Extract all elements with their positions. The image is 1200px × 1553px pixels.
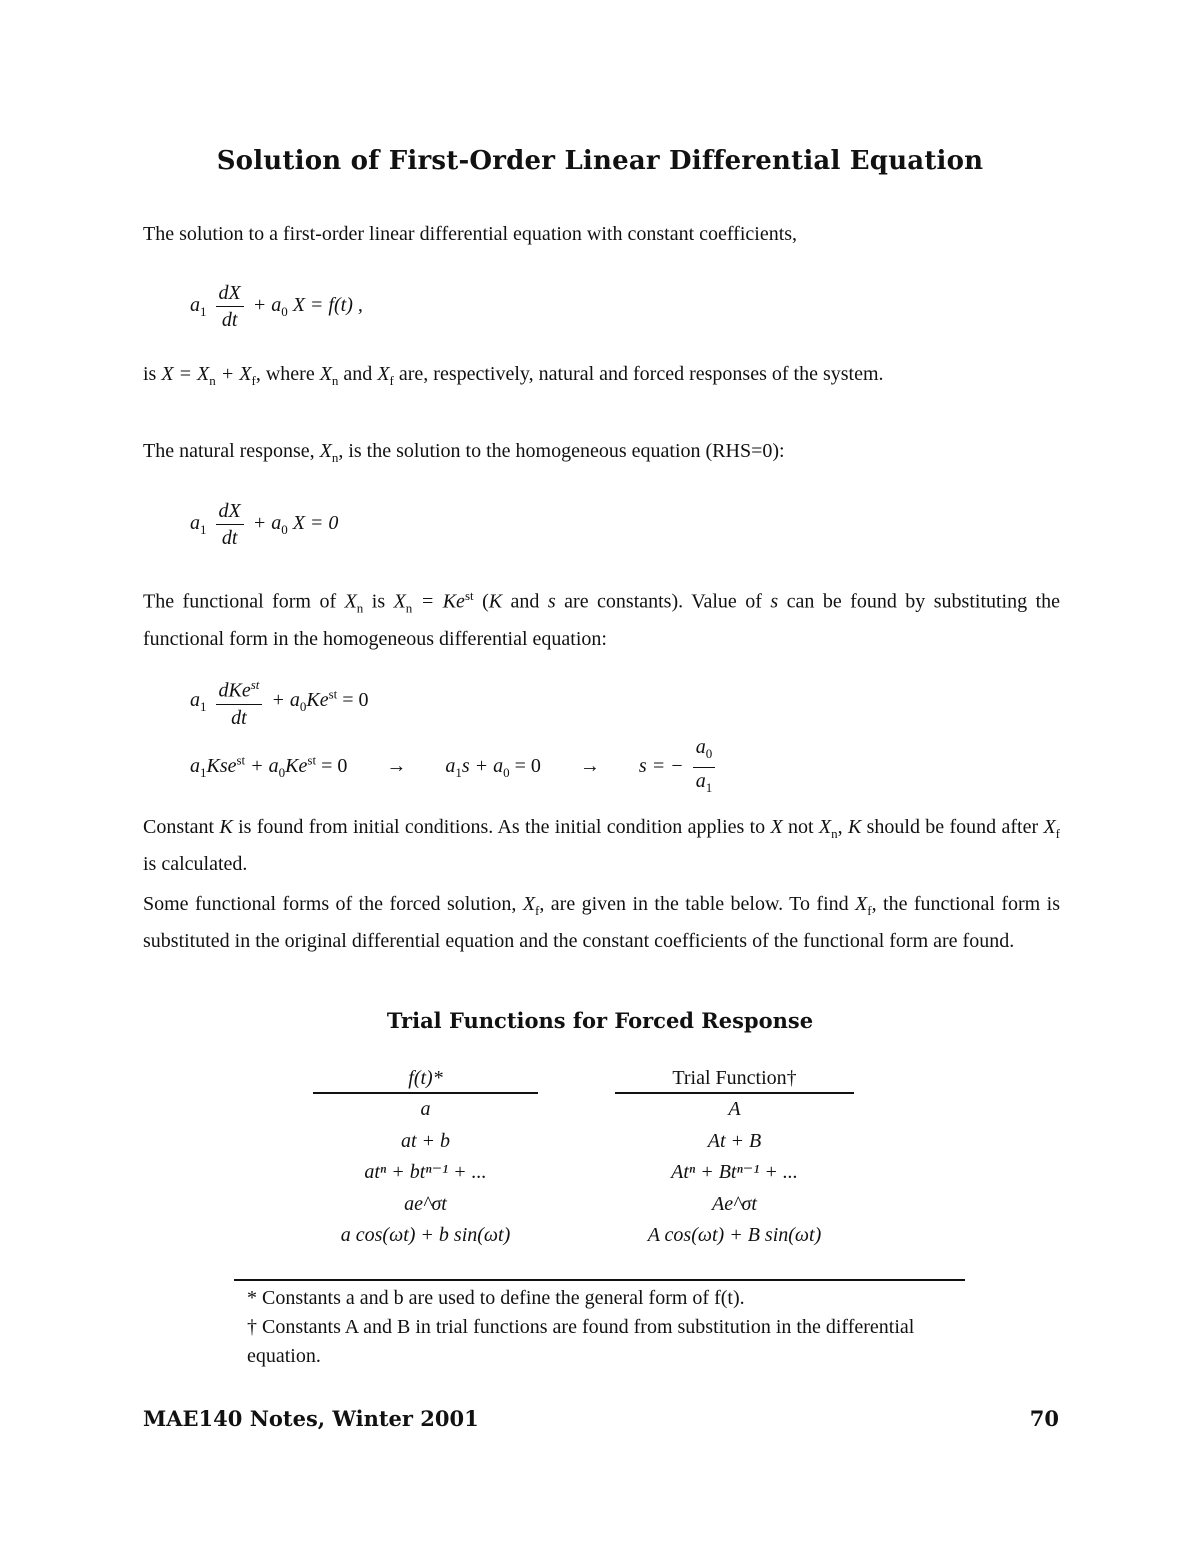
constant-k-paragraph: Constant K is found from initial conditions. As the initial condition applies to X not $X_n$, K should be found after $X_f$ is calculated. bbox=[143, 816, 1060, 875]
fraction-dx-dt: $\frac{dX}{dt}$ bbox=[216, 498, 244, 551]
solution-paragraph: is $X = X_n + X_f$, where $X_n$ and $X_f$ are, respectively, natural and forced responses of the system. bbox=[143, 363, 884, 388]
table-cell: Atⁿ + Btⁿ⁻¹ + ... bbox=[671, 1161, 798, 1183]
fraction-dkest-dt: $\frac{dKe^{st}}{dt}$ bbox=[216, 672, 263, 731]
fraction-dx-dt: $\frac{dX}{dt}$ bbox=[216, 280, 244, 333]
footer-course: MAE140 Notes, Winter 2001 bbox=[143, 1406, 479, 1431]
table-cell: Ae^σt bbox=[712, 1192, 757, 1215]
page-title: Solution of First-Order Linear Differential Equation bbox=[216, 146, 984, 176]
table-column-trial bbox=[615, 1064, 854, 1252]
equation-characteristic: $a_1Kse^{st} + a_0Ke^{st} = 0 \to a_1s + a_0 = 0 \to s$ = − $\frac{a_0}{a_1}$ bbox=[190, 734, 719, 801]
table-cell: A cos(ωt) + B sin(ωt) bbox=[647, 1224, 822, 1246]
table-cell: a bbox=[420, 1098, 431, 1120]
column-header-trial-function: Trial Function† bbox=[615, 1064, 854, 1094]
intro-paragraph: The solution to a first-order linear differential equation with constant coefficients, bbox=[143, 223, 798, 245]
footnote-dagger: † Constants A and B in trial functions are found from substitution in the differential equation. bbox=[247, 1316, 915, 1367]
arrow-icon: → bbox=[386, 755, 407, 778]
equation-homogeneous: $a_1$ $\frac{dX}{dt}$ + $a_0$ X = 0 bbox=[190, 500, 339, 549]
table-cell: at + b bbox=[400, 1129, 451, 1152]
table-cell: At + B bbox=[707, 1129, 762, 1152]
page-number: 70 bbox=[1029, 1406, 1059, 1431]
footnote-rule bbox=[234, 1279, 965, 1281]
table-cell: ae^σt bbox=[404, 1192, 447, 1215]
table-cell: A bbox=[728, 1098, 741, 1120]
table-cell: atⁿ + btⁿ⁻¹ + ... bbox=[364, 1161, 487, 1183]
fraction-a0-a1: $\frac{a_0}{a_1}$ bbox=[693, 734, 716, 801]
column-header-ft: f(t)* bbox=[313, 1064, 538, 1094]
arrow-icon: → bbox=[579, 755, 600, 778]
forced-solution-paragraph: Some functional forms of the forced solution, $X_f$, are given in the table below. To find $X_f$, the functional form is substituted in the original differential equation and the constant coefficients of the functional form are found. bbox=[143, 893, 1060, 952]
table-cell: a cos(ωt) + b sin(ωt) bbox=[340, 1224, 511, 1246]
table-title: Trial Functions for Forced Response bbox=[386, 1008, 814, 1033]
equation-substitution: $a_1$ $\frac{dKe^{st}}{dt}$ + $a_0Ke^{st} = 0$ bbox=[190, 672, 369, 731]
functional-form-paragraph: The functional form of $X_n$ is $X_n = Ke^{st}$ (K and s are constants). Value of s can be found by substituting the functional form in the homogeneous differential equation: bbox=[143, 588, 1061, 650]
footnote-star: * Constants a and b are used to define the general form of f(t). bbox=[247, 1287, 745, 1309]
table-column-ft bbox=[313, 1064, 538, 1252]
natural-response-paragraph: The natural response, $X_n$, is the solution to the homogeneous equation (RHS=0): bbox=[143, 440, 785, 465]
equation-first-order: $a_1$ $\frac{dX}{dt}$ + $a_0$ X = f(t) , bbox=[190, 282, 363, 331]
